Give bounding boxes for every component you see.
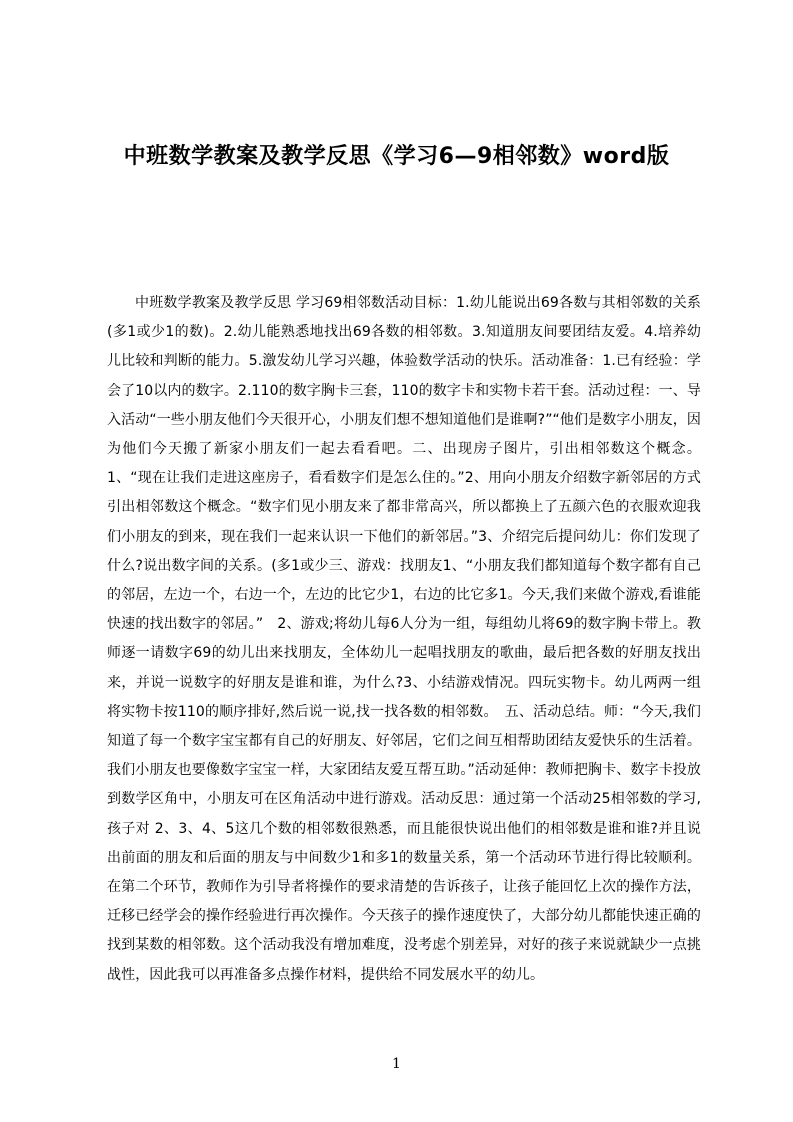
- page-number: 1: [392, 1056, 401, 1072]
- document-body-paragraph: 中班数学教案及教学反思 学习69相邻数活动目标：1.幼儿能说出69各数与其相邻数的关系(多1或少1的数)。2.幼儿能熟悉地找出69各数的相邻数。3.知道朋友间要团结友爱。4.培养幼儿比较和判断的能力。5.激发幼儿学习兴趣，体验数学活动的快乐。活动准备：1.已有经验：学会了10以内的数字。2.110的数字胸卡三套，110的数字卡和实物卡若干套。活动过程：一、导入活动“一些小朋友他们今天很开心，小朋友们想不想知道他们是谁啊?”“他们是数字小朋友，因为他们今天搬了新家小朋友们一起去看看吧。二、出现房子图片，引出相邻数这个概念。1、“现在让我们走进这座房子，看看数字们是怎么住的。”2、用向小朋友介绍数字新邻居的方式引出相邻数这个概念。“数字们见小朋友来了都非常高兴，所以都换上了五颜六色的衣服欢迎我们小朋友的到来，现在我们一起来认识一下他们的新邻居。”3、介绍完后提问幼儿：你们发现了什么?说出数字间的关系。(多1或少三、游戏：找朋友1、“小朋友我们都知道每个数字都有自己的邻居，左边一个，右边一个，左边的比它少1，右边的比它多1。今天,我们来做个游戏,看谁能快速的找出数字的邻居。” 2、游戏;将幼儿每6人分为一组，每组幼儿将69的数字胸卡带上。教师逐一请数字69的幼儿出来找朋友，全体幼儿一起唱找朋友的歌曲，最后把各数的好朋友找出来，并说一说数字的好朋友是谁和谁，为什么?3、小结游戏情况。四玩实物卡。幼儿两两一组将实物卡按110的顺序排好,然后说一说,找一找各数的相邻数。 五、活动总结。师：“今天,我们知道了每一个数字宝宝都有自己的好朋友、好邻居，它们之间互相帮助团结友爱快乐的生活着。我们小朋友也要像数字宝宝一样，大家团结友爱互帮互助。”活动延伸：教师把胸卡、数字卡投放到数学区角中，小朋友可在区角活动中进行游戏。活动反思：通过第一个活动25相邻数的学习,孩子对 2、3、4、5这几个数的相邻数很熟悉，而且能很快说出他们的相邻数是谁和谁?并且说出前面的朋友和后面的朋友与中间数少1和多1的数量关系，第一个活动环节进行得比较顺利。在第二个环节，教师作为引导者将操作的要求清楚的告诉孩子，让孩子能回忆上次的操作方法，迁移已经学会的操作经验进行再次操作。今天孩子的操作速度快了，大部分幼儿都能快速正确的找到某数的相邻数。这个活动我没有增加难度，没考虑个别差异，对好的孩子来说就缺少一点挑战性，因此我可以再准备多点操作材料，提供给不同发展水平的幼儿。: [107, 295, 701, 983]
- document-title: 中班数学教案及教学反思《学习6—9相邻数》word版: [123, 144, 670, 169]
